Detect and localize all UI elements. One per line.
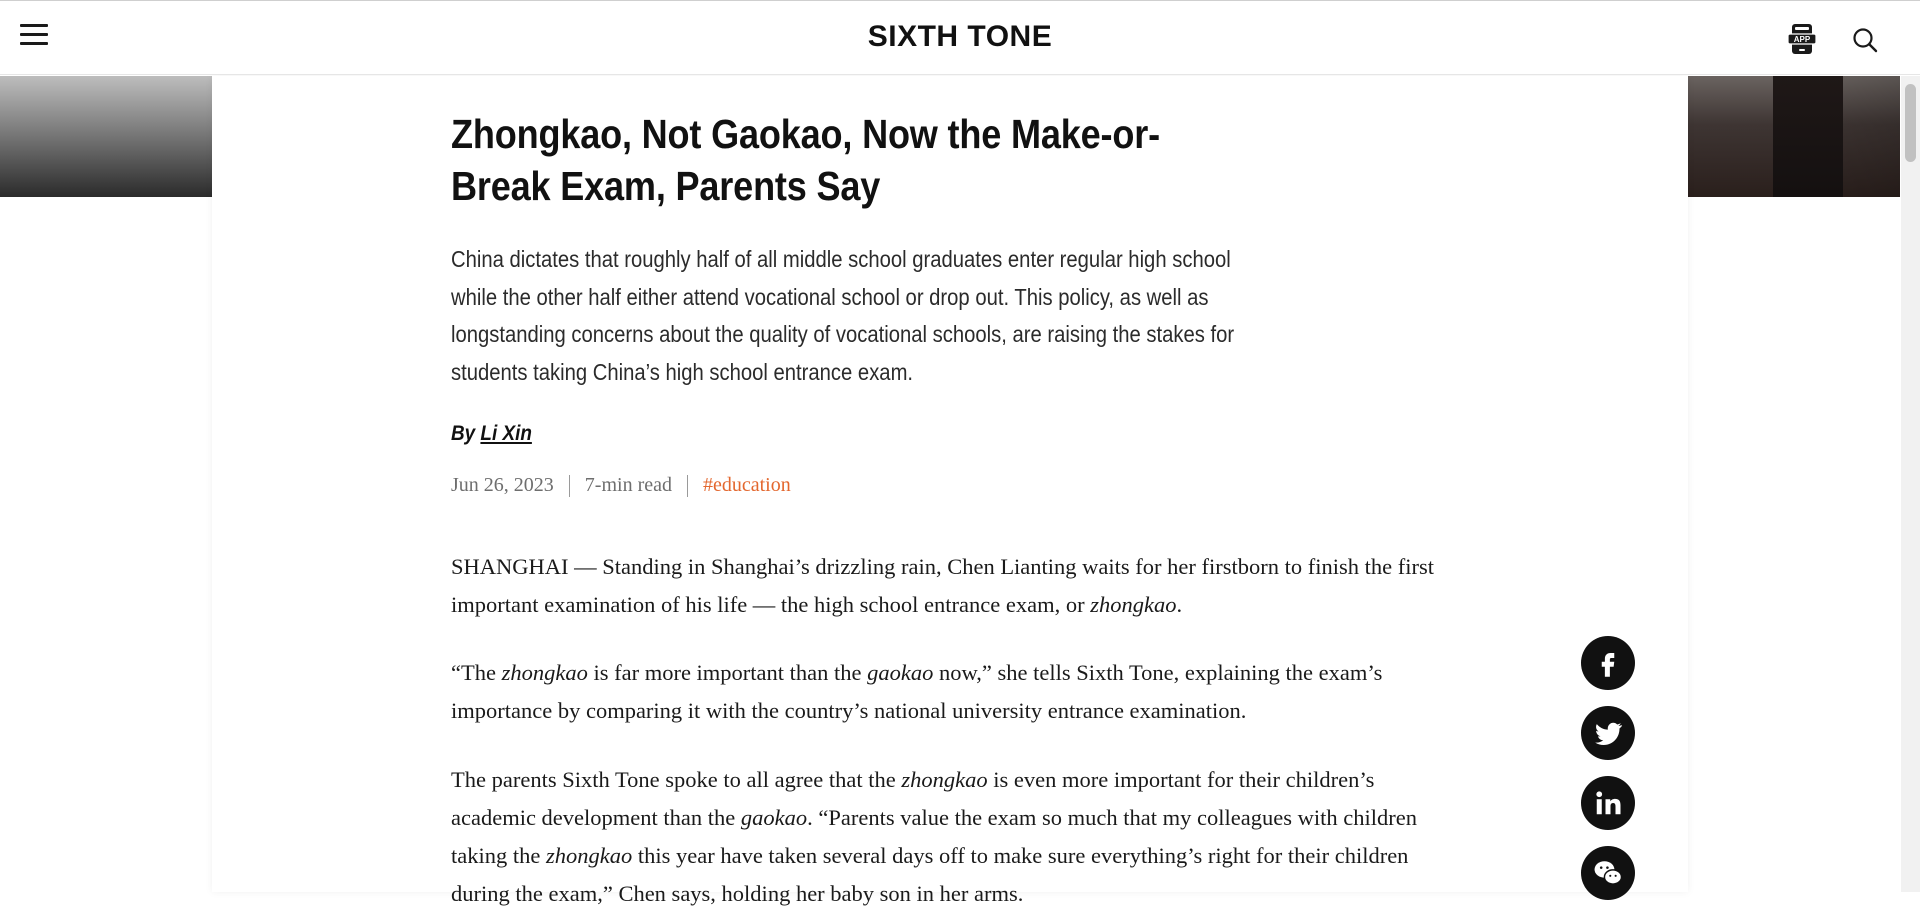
meta-divider xyxy=(687,475,688,497)
paragraph-text: this year have taken several days off to make sure everything’s right for their children during the exam,” Chen says, holding her baby son in her arms. xyxy=(451,843,1409,906)
publish-date: Jun 26, 2023 xyxy=(451,474,554,496)
page-scrollbar[interactable] xyxy=(1901,76,1920,892)
italic-term: zhongkao xyxy=(501,660,588,685)
italic-term: gaokao xyxy=(740,805,808,830)
body-paragraph xyxy=(451,761,1451,913)
italic-term: zhongkao xyxy=(901,767,988,792)
search-icon[interactable] xyxy=(1852,27,1878,53)
italic-term: zhongkao xyxy=(545,843,633,868)
paragraph-text: . xyxy=(1176,592,1183,617)
hero-image-left xyxy=(0,76,212,197)
facebook-icon xyxy=(1593,648,1623,678)
paragraph-text: SHANGHAI — Standing in Shanghai’s drizzling rain, Chen Lianting waits for her firstborn to finish the first important examination of his life — the high school entrance exam, or xyxy=(451,554,1434,617)
top-navigation-bar xyxy=(0,0,1920,75)
byline xyxy=(451,422,532,446)
meta-divider xyxy=(569,475,570,497)
paragraph-text: The parents Sixth Tone spoke to all agree that the xyxy=(451,767,902,792)
paragraph-text: is even more important for their children’s academic development than the xyxy=(451,767,1375,830)
site-logo[interactable]: SIXTH TONE xyxy=(867,20,1053,53)
scrollbar-thumb[interactable] xyxy=(1905,84,1916,162)
app-download-icon[interactable] xyxy=(1788,23,1816,55)
italic-term: zhongkao xyxy=(1090,592,1177,617)
body-paragraph xyxy=(451,548,1451,624)
paragraph-text: now,” she tells Sixth Tone, explaining the exam’s importance by comparing it with the country’s national university entrance examination. xyxy=(451,660,1383,723)
app-badge-text: APP xyxy=(1793,35,1811,44)
article-headline: Zhongkao, Not Gaokao, Now the Make-or-Break Exam, Parents Say xyxy=(451,111,1160,209)
linkedin-icon xyxy=(1593,788,1623,818)
italic-term: gaokao xyxy=(867,660,934,685)
wechat-icon xyxy=(1591,856,1625,890)
share-twitter-button[interactable] xyxy=(1581,706,1635,760)
article-standfirst: China dictates that roughly half of all middle school graduates enter regular high school while the other half either attend vocational school or drop out. This policy, as well as longstanding concerns about the quality of vocational schools, are raising the stakes for students taking China’s high school entrance exam. xyxy=(451,246,1235,385)
byline-prefix: By xyxy=(451,422,476,445)
topic-tag-link[interactable]: #education xyxy=(702,474,791,496)
share-linkedin-button[interactable] xyxy=(1581,776,1635,830)
author-link[interactable]: Li Xin xyxy=(480,422,532,445)
read-time: 7-min read xyxy=(584,474,672,496)
body-paragraph xyxy=(451,654,1451,730)
paragraph-text: . “Parents value the exam so much that my colleagues with children taking the xyxy=(451,805,1417,868)
twitter-icon xyxy=(1592,717,1624,749)
hero-image-right xyxy=(1688,76,1900,197)
paragraph-text: is far more important than the xyxy=(587,660,868,685)
article-meta xyxy=(451,474,791,497)
paragraph-text: “The xyxy=(451,660,502,685)
share-facebook-button[interactable] xyxy=(1581,636,1635,690)
